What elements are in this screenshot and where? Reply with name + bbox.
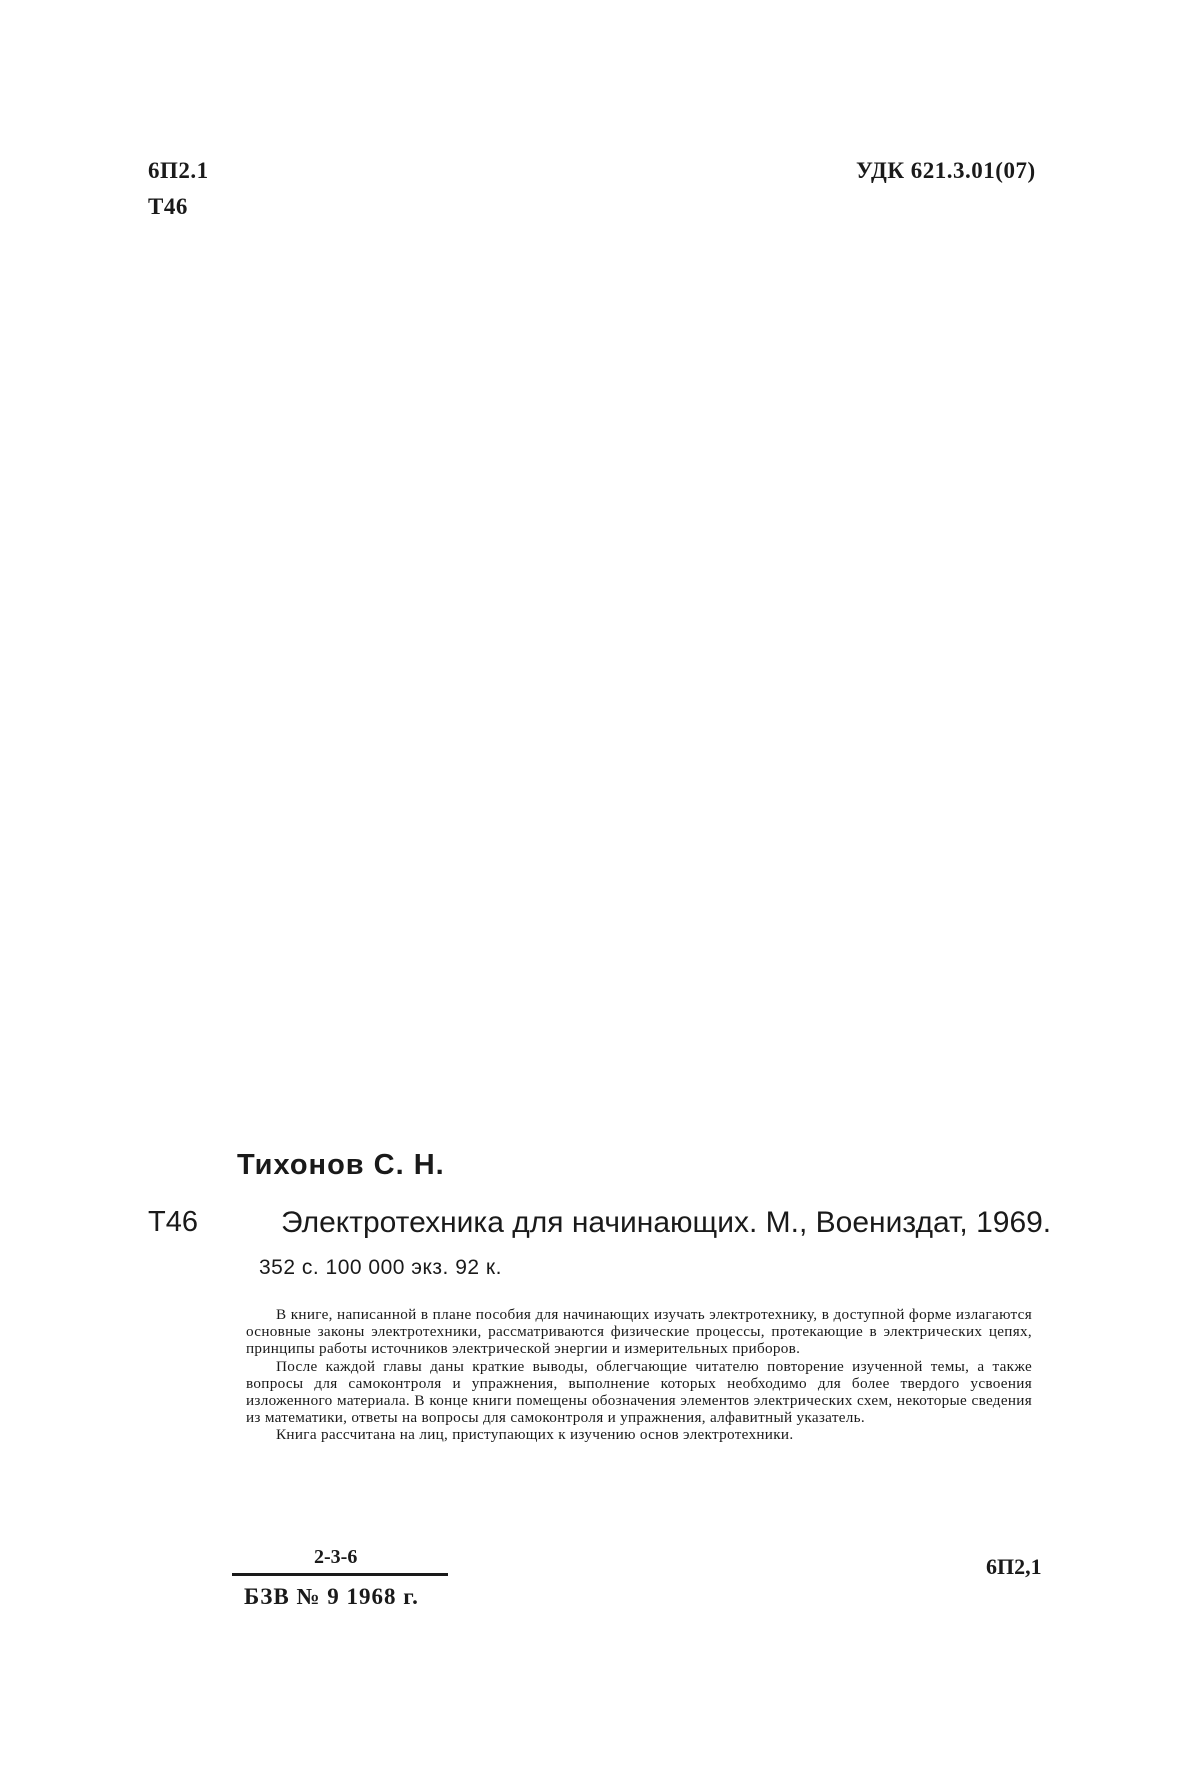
author-mark-top: Т46 (148, 194, 188, 219)
divider-rule (232, 1573, 448, 1576)
book-title-line: Электротехника для начинающих. М., Воениздат, 1969. (281, 1206, 1052, 1239)
author-mark: Т46 (148, 1206, 198, 1238)
udk-code: УДК 621.3.01(07) (856, 158, 1036, 183)
bbk-code-top: 6П2.1 (148, 158, 209, 183)
annotation-paragraph: После каждой главы даны краткие выводы, облегчающие читателю повторение изученной темы, а также вопросы для самоконтроля и упражнения, выполнение которых необходимо для более твердого усвоения изложенного материала. В конце книги помещены обозначения элементов электрических схем, некоторые сведения из математики, ответы на вопросы для самоконтроля и упражнения, алфавитный указатель. (246, 1357, 1032, 1427)
imprint-line: 352 с. 100 000 экз. 92 к. (259, 1256, 502, 1279)
bbk-code-bottom: 6П2,1 (986, 1554, 1042, 1579)
annotation-paragraph: В книге, написанной в плане пособия для начинающих изучать электротехнику, в доступной форме излагаются основные законы электротехники, рассматриваются физические процессы, протекающие в электрических цепях, принципы работы источников электрической энергии и измерительных приборов. (246, 1306, 1032, 1358)
annotation-paragraph: Книга рассчитана на лиц, приступающих к изучению основ электротехники. (276, 1426, 794, 1444)
index-code: 2-3-6 (314, 1546, 358, 1568)
author-name: Тихонов С. Н. (237, 1149, 445, 1181)
annotation (246, 1306, 1032, 1444)
bzv-number: БЗВ № 9 1968 г. (244, 1584, 419, 1609)
